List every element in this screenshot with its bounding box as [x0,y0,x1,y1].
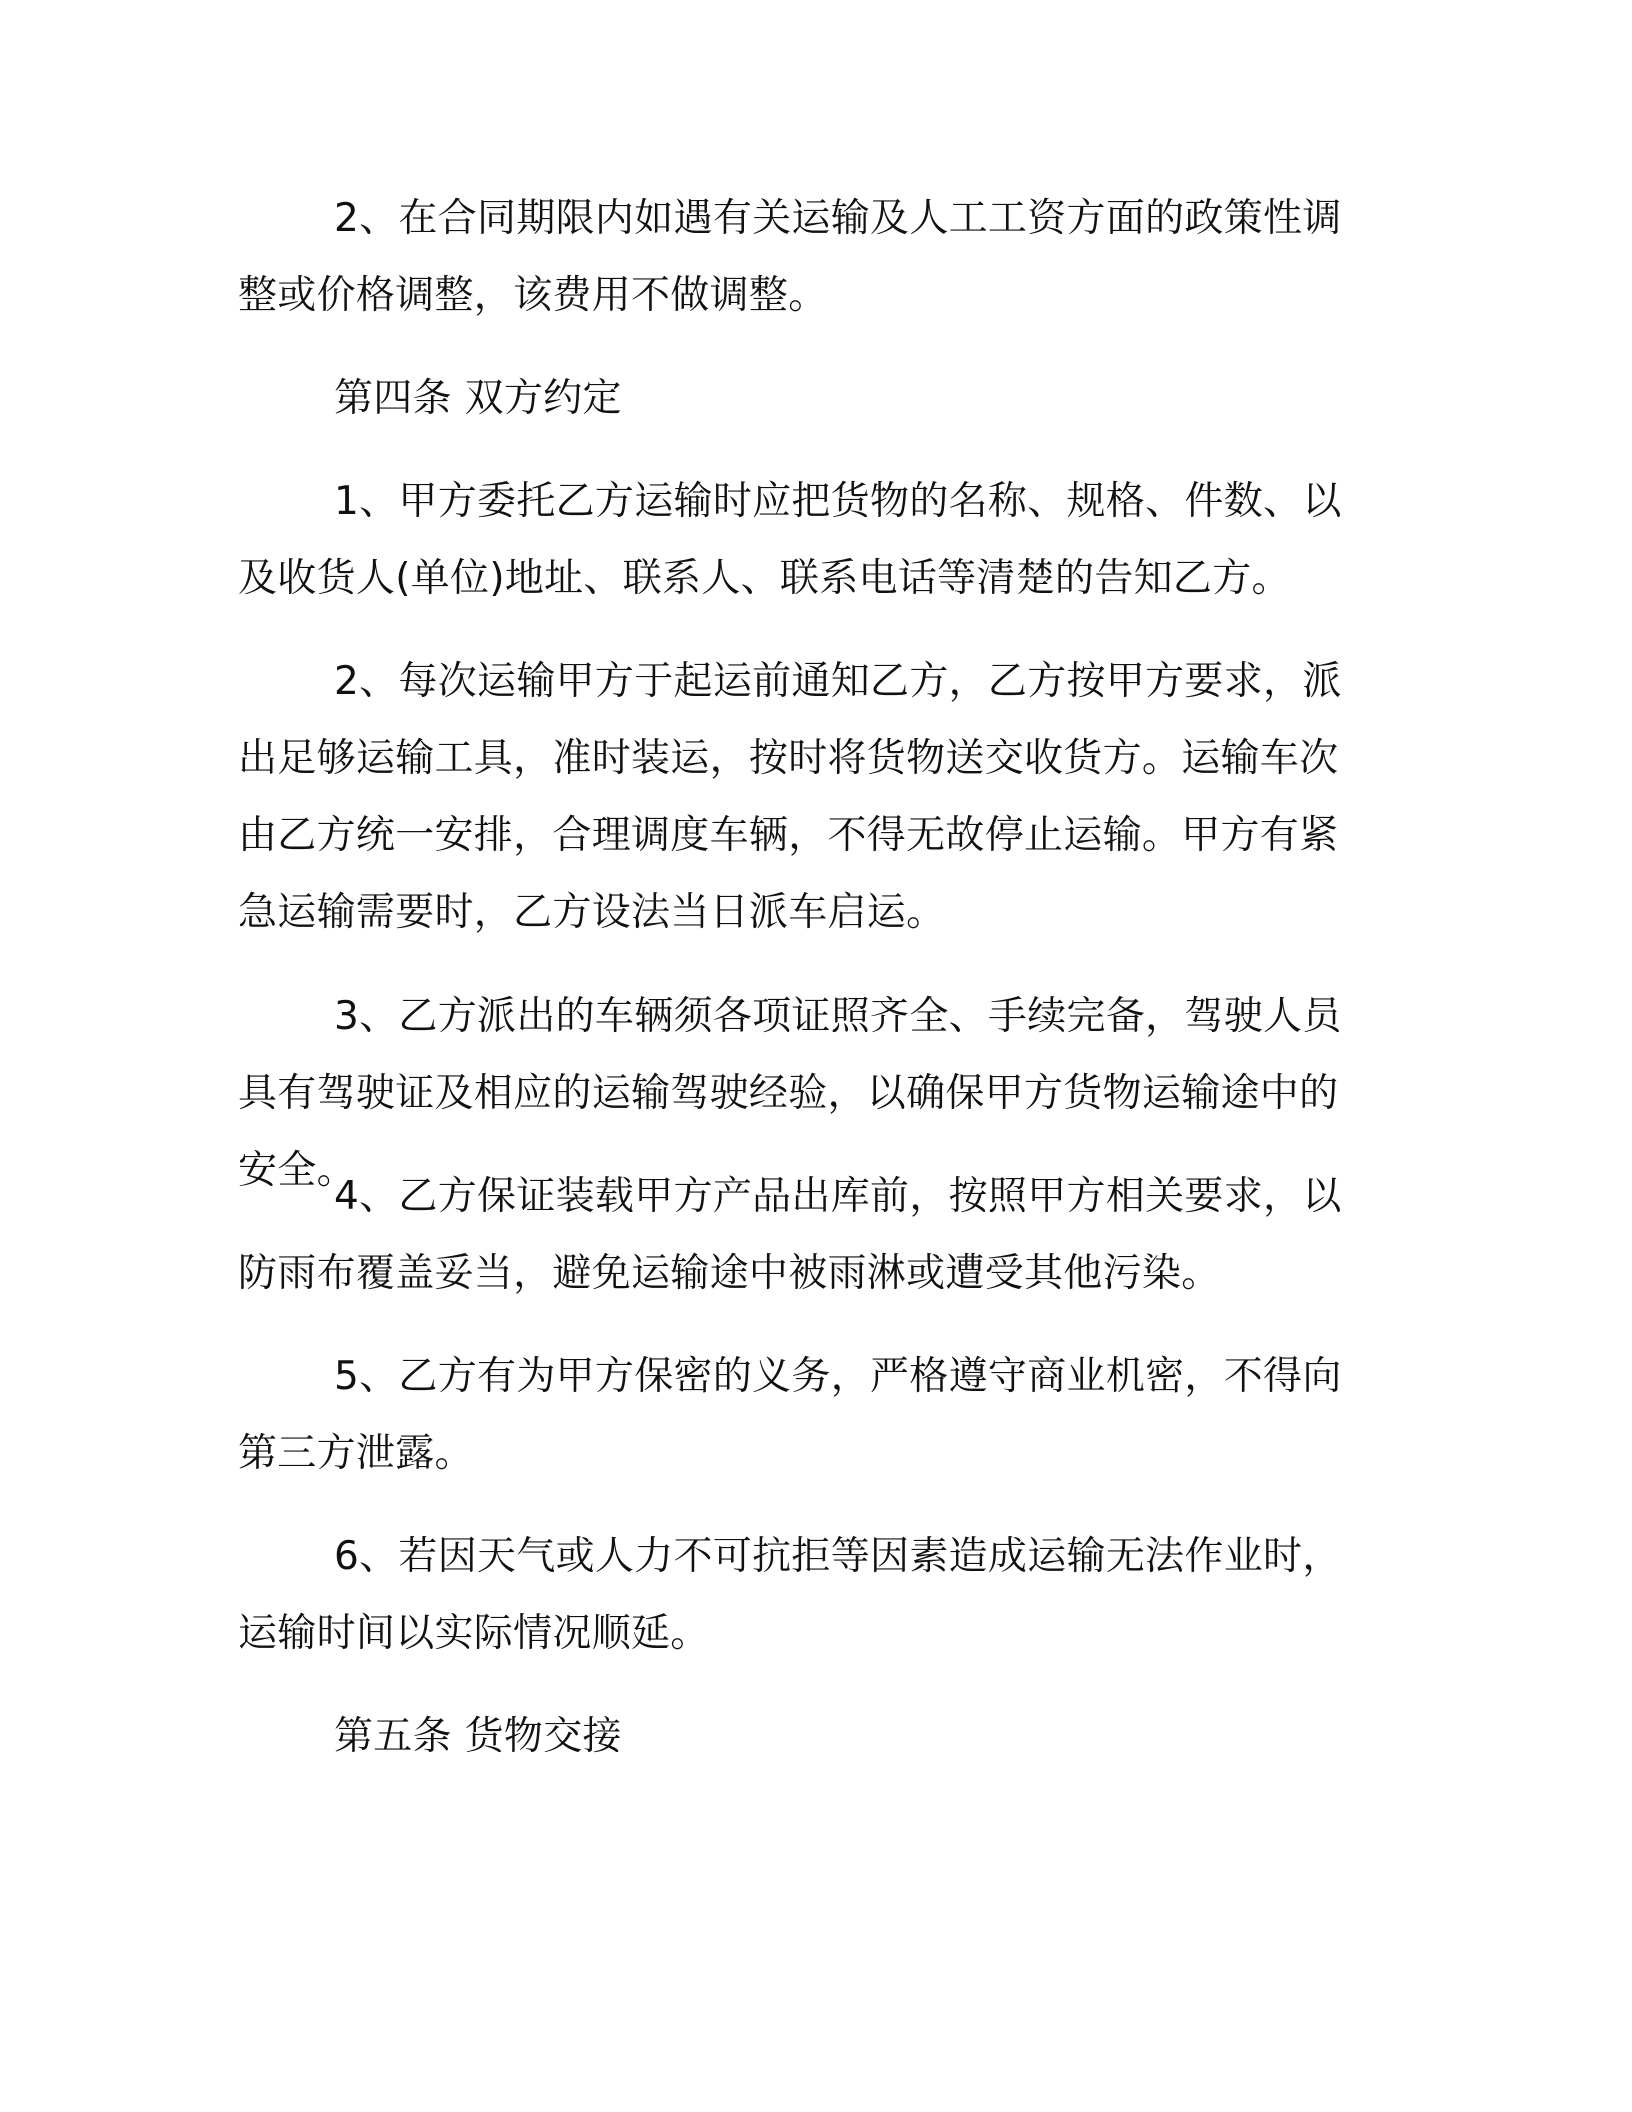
clause-paragraph: 6、若因天气或人力不可抗拒等因素造成运输无法作业时，运输时间以实际情况顺延。 [238,1534,1342,1656]
clause-paragraph: 5、乙方有为甲方保密的义务，严格遵守商业机密，不得向第三方泄露。 [238,1354,1342,1476]
article-heading: 第四条 双方约定 [334,376,622,421]
clause-paragraph: 3、乙方派出的车辆须各项证照齐全、手续完备，驾驶人员具有驾驶证及相应的运输驾驶经验，以确保甲方货物运输途中的安全。 [238,994,1342,1193]
clause-paragraph: 2、在合同期限内如遇有关运输及人工工资方面的政策性调整或价格调整，该费用不做调整。 [238,196,1342,318]
clause-paragraph: 2、每次运输甲方于起运前通知乙方，乙方按甲方要求，派出足够运输工具，准时装运，按时将货物送交收货方。运输车次由乙方统一安排，合理调度车辆，不得无故停止运输。甲方有紧急运输需要时，乙方设法当日派车启运。 [238,659,1342,935]
clause-paragraph: 4、乙方保证装载甲方产品出库前，按照甲方相关要求，以防雨布覆盖妥当，避免运输途中被雨淋或遭受其他污染。 [238,1174,1342,1296]
article-heading: 第五条 货物交接 [334,1714,622,1759]
clause-paragraph: 1、甲方委托乙方运输时应把货物的名称、规格、件数、以及收货人(单位)地址、联系人、联系电话等清楚的告知乙方。 [238,479,1342,601]
